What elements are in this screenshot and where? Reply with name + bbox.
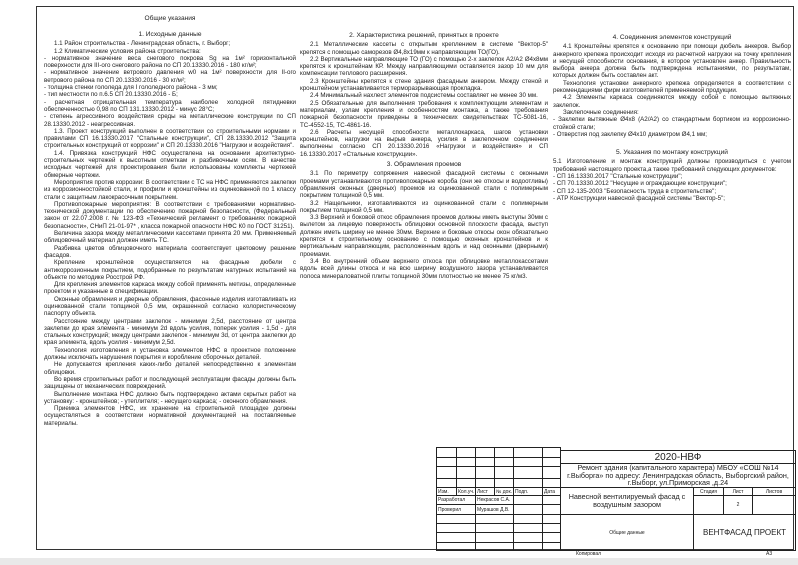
- project-code: 2020-НВФ: [560, 450, 796, 464]
- format-label: А3: [766, 551, 773, 557]
- paragraph: Во время строительных работ и последующей эксплуатации фасады должны быть защищены от механических повреждений.: [44, 375, 296, 391]
- person-name: Некрасов С.А.: [475, 495, 514, 505]
- section-heading: 5. Указания по монтажу конструкций: [616, 149, 728, 157]
- paragraph: 2.1 Металлические кассеты с открытым креплением в системе "Вектор-5" крепятся с помощью саморезов Ø4,8х19мм к направляющим ТО(ГО).: [300, 41, 548, 56]
- paragraph: 4.1 Кронштейны крепятся к основанию при помощи дюбель анкеров. Выбор анкерного крепежа происходит исходя из расчетной нагрузки на точку крепления и несущей способности основания, в которое установлен анкер. Правильность выбора анкера должна быть подтверждена испытаниями, по результатам, которых должен быть составлен акт.: [553, 43, 791, 80]
- paragraph: 3.1 По периметру сопряжения навесной фасадной системы с оконными проемами устанавливаются противопожарные короба (они же откосы и водоотливы) обрамления оконных (дверных) проемов из оцинкованной стали с полимерным покрытием толщиной 0,5 мм.: [300, 170, 548, 200]
- paragraph: - нормативное значение веса снегового покрова Sg на 1м² горизонтальной поверхности для III-ого снегового района по СП 20.13330.2016 - 180 кг/м²;: [44, 54, 296, 70]
- paragraph: 3.4 Во внутренний объем верхнего откоса при облицовке металлокассетами вдоль всей длины откоса и на всю ширину воздушного зазора устанавливается полоса минераловатной плиты толщиной 30мм плотностью не менее 75 кг/м3.: [300, 257, 548, 280]
- paragraph: - тип местности по п.6.5 СП 20.13330.2016 - Б;: [44, 91, 178, 99]
- sheets-value: [752, 495, 796, 515]
- table-cell: [513, 542, 543, 551]
- paragraph: Противопожарные мероприятия: В соответствии с требованиями нормативно-технической документации по обеспечению пожарной безопасности, (Федеральный закон от 22.07.2008 г. № 123-ФЗ «Технический регламент о требованиях пожарной безопасности», СНиП 21-01-97* , класса пожарной опасности НФС К0 по ГОСТ 31251).: [44, 200, 296, 230]
- column-solutions: [300, 29, 548, 280]
- paragraph: 2.5 Обязательные для выполнения требования к комплектующим элементам и материалам, узлам крепления и особенностям монтажа, а также требования пожарной безопасности приведены в технических свидетельствах ТС-5081-16, ТС-4552-15, ТС-4861-16.: [300, 99, 548, 129]
- column-header: Кол.уч.: [458, 488, 475, 495]
- spacer: [553, 138, 791, 146]
- paragraph: Заклепочные соединения:: [563, 108, 639, 116]
- paragraph: - Отверстия под заклепку Ø4х10 диаметром Ø4,1 мм;: [553, 130, 708, 138]
- section-heading: 4. Соединения элементов конструкций: [612, 34, 732, 41]
- sheets-label: Листов: [752, 487, 796, 496]
- paragraph: - СП 12-135-2003 "Безопасность труда в строительстве";: [553, 187, 717, 195]
- paragraph: Технология установки анкерного крепежа определяется в соответствии с рекомендациями фирм изготовителей применяемой продукции.: [553, 79, 791, 95]
- paragraph: Для крепления элементов каркаса между собой применять метизы, определенные проектом и указанные в спецификации.: [44, 281, 296, 296]
- column-header: № док.: [496, 488, 513, 495]
- table-cell: [436, 542, 476, 551]
- paragraph: - толщина стенки гололеда для I гололедного района - 3 мм;: [44, 84, 218, 92]
- paragraph: 1.1 Район строительства - Ленинградская область, г. Выборг;: [54, 40, 231, 48]
- paragraph: - нормативное значение ветрового давления w0 на 1м² поверхности для II-ого ветрового района по СП 20.13330.2016 - 30 кг/м²;: [44, 69, 296, 84]
- paragraph: 4.2 Элементы каркаса соединяются между собой с помощью вытяжных заклепок.: [553, 94, 791, 109]
- section-heading: 2. Характеристика решений, принятых в проекте: [349, 32, 499, 39]
- section-heading: 1. Исходные данные: [138, 31, 202, 38]
- paragraph: Крепление кронштейнов осуществляется на фасадные дюбели с антикоррозионным покрытием, подобранные по результатам натурных испытаний на объекте по методике Росстрой РФ.: [44, 259, 296, 281]
- sheet-label: Лист: [723, 487, 753, 496]
- paragraph: - степень агрессивного воздействия среды на металлические конструкции по СП 28.13330.2012 - неагрессивная.: [44, 113, 296, 128]
- paragraph: Приемка элементов НФС, их хранение на строительной площадке должны осуществляться в соответствии нормативной документацией на поставляемые материалы.: [44, 405, 296, 427]
- column-header: Подп.: [513, 487, 543, 496]
- paragraph: Величина зазора между металлическими кассетами принята 20 мм. Применяемый облицовочный материал должен иметь ТС.: [44, 230, 296, 245]
- column-header: Дата: [542, 487, 561, 496]
- object-description: Ремонт здания (капитального характера) МБОУ «СОШ №14 г.Выборга» по адресу: Ленинградская область, Выборгский район, г.Выборг, ул.Приморская ,д.24: [560, 463, 796, 488]
- paragraph: 1.4. Привязка конструкций НФС осуществлена на основании архитектурно-строительных чертежей к высотным отметкам и разбивочным осям. В качестве исходных чертежей для проектирования были использованы комплекты чертежей обмерные чертежи.: [44, 149, 296, 179]
- paragraph: 2.6 Расчеты несущей способности металлокаркаса, шагов установки кронштейнов, нагрузки на вырыв анкера, усилия в заклепочном соединении выполнены согласно СП 20.13330.2016 «Нагрузки и воздействия» и СП 16.13330.2017 «Стальные конструкции».: [300, 128, 548, 158]
- stage-value: [693, 495, 724, 515]
- person-name: Мурашов Д.В.: [475, 504, 514, 515]
- sheet-number: 2: [723, 495, 753, 515]
- paragraph: - СП 70.13330.2012 "Несущие и ограждающие конструкции";: [553, 180, 727, 188]
- paragraph: Выполнение монтажа НФС должно быть подтверждено актами скрытых работ на установку: - кронштейнов; - утеплителя; - несущего каркаса; - оконного обрамления.: [44, 390, 296, 405]
- drawing-title: Навесной вентилируемый фасад с воздушным зазором: [560, 487, 694, 515]
- paragraph: 2.4 Минимальный нахлест элементов подсистемы составляет не менее 30 мм.: [310, 92, 538, 100]
- document-title: Общие указания: [144, 15, 196, 22]
- bottom-strip: [0, 558, 798, 565]
- paragraph: 3.2 Нащельники, изготавливаются из оцинкованной стали с полимерным покрытием толщиной 0,5 мм.: [300, 199, 548, 214]
- paragraph: - АТР Конструкции навесной фасадной системы "Вектор-5";: [553, 194, 726, 202]
- paragraph: Оконные обрамления и дверные обрамления, фасонные изделия изготавливать из оцинкованной стали толщиной 0,5 мм, окрашенной согласно колористическому паспорту объекта.: [44, 295, 296, 318]
- paragraph: Расстояние между центрами заклепок - минимум 2,5d, расстояние от центра заклепки до края элемента - минимум 2d вдоль усилия, поперек усилия - 1,5d - для стальных конструкций; между центрами заклепок - минимум 3d, от центра заклепки до края элемента, вдоль усилия - минимум 2,5d.: [44, 317, 296, 347]
- stage-label: Стадия: [693, 487, 724, 496]
- paragraph: Мероприятия против коррозии: В соответствии с ТС на НФС применяются заклепки из коррозионностойкой стали, и профили и кронштейны из оцинкованной по 1 классу стали с защитным лакокрасочным покрытием.: [44, 178, 296, 201]
- paragraph: Технология изготовления и установка элементов НФС в проектное положение должны исключать нарушения покрытия и коробление сборочных деталей.: [44, 346, 296, 362]
- copied-label: Копировал: [576, 551, 602, 557]
- role-label: Проверил: [436, 504, 476, 515]
- paragraph: Разбивка цветов облицовочного материала соответствует цветовому решение фасадов.: [44, 244, 296, 259]
- section-heading: 3. Обрамления проемов: [386, 161, 462, 169]
- paragraph: Не допускается крепления каких-либо деталей непосредственно к элементам облицовки.: [44, 361, 296, 376]
- column-header: Изм.: [436, 487, 457, 496]
- table-cell: [542, 542, 561, 551]
- column-header: Лист: [475, 487, 495, 496]
- paragraph: 3.3 Верхний и боковой откос обрамления проемов должны иметь выступы 30мм с вылетом за лицевую поверхность облицовки основной плоскости фасада, выступ должен иметь ширину не менее 30мм. Верхние и боковые откосы окон обязательно крепятся к строительному основанию с помощью оконных кронштейнов и к вертикальным направляющим, расположенным вдоль и над оконными (дверными) проемами.: [300, 214, 548, 258]
- company-name: ВЕНТФАСАД ПРОЕКТ: [693, 514, 796, 551]
- paragraph: - СП 16.13330.2017 "Стальные конструкции";: [553, 173, 683, 181]
- column-connections-installation: [553, 31, 791, 202]
- paragraph: - расчетная отрицательная температура наиболее холодной пятидневки обеспеченностью 0,98 по СП 131.13330.2012 - минус 28°С;: [44, 98, 296, 113]
- sheet-name: Общие данные: [560, 514, 694, 551]
- paragraph: - Заклепки вытяжные Ø4х8 (А2/А2) со стандартным бортиком из коррозионно-стойкой стали;: [553, 116, 791, 131]
- paragraph: 1.2 Климатические условия района строительства:: [54, 47, 201, 55]
- paragraph: 5.1 Изготовление и монтаж конструкций должны производиться с учетом требований настоящего проекта,а также требований следующих документов:: [553, 158, 791, 173]
- paragraph: 2.2 Вертикальные направляющие ТО (ГО) с помощью 2-х заклепок А2/А2 Ø4х8мм крепятся к кронштейнам КР. Между направляющими оставляется зазор 10 мм для компенсации теплового расширения.: [300, 55, 548, 78]
- paragraph: 1.3. Проект конструкций выполнен в соответствии со строительными нормами и правилами СП 16.13330.2017 "Стальные конструкции", СП 28.13330.2012 "Защита строительных конструкций от коррозии" и СП 20.13330.2016 "Нагрузки и воздействия".: [44, 127, 296, 150]
- role-label: Разработал: [436, 495, 476, 505]
- table-cell: [475, 542, 514, 551]
- column-initial-data: [44, 28, 296, 427]
- paragraph: 2.3 Кронштейны крепятся к стене здания фасадным анкером. Между стеной и кронштейном устанавливается терморазрывающая прокладка.: [300, 77, 548, 93]
